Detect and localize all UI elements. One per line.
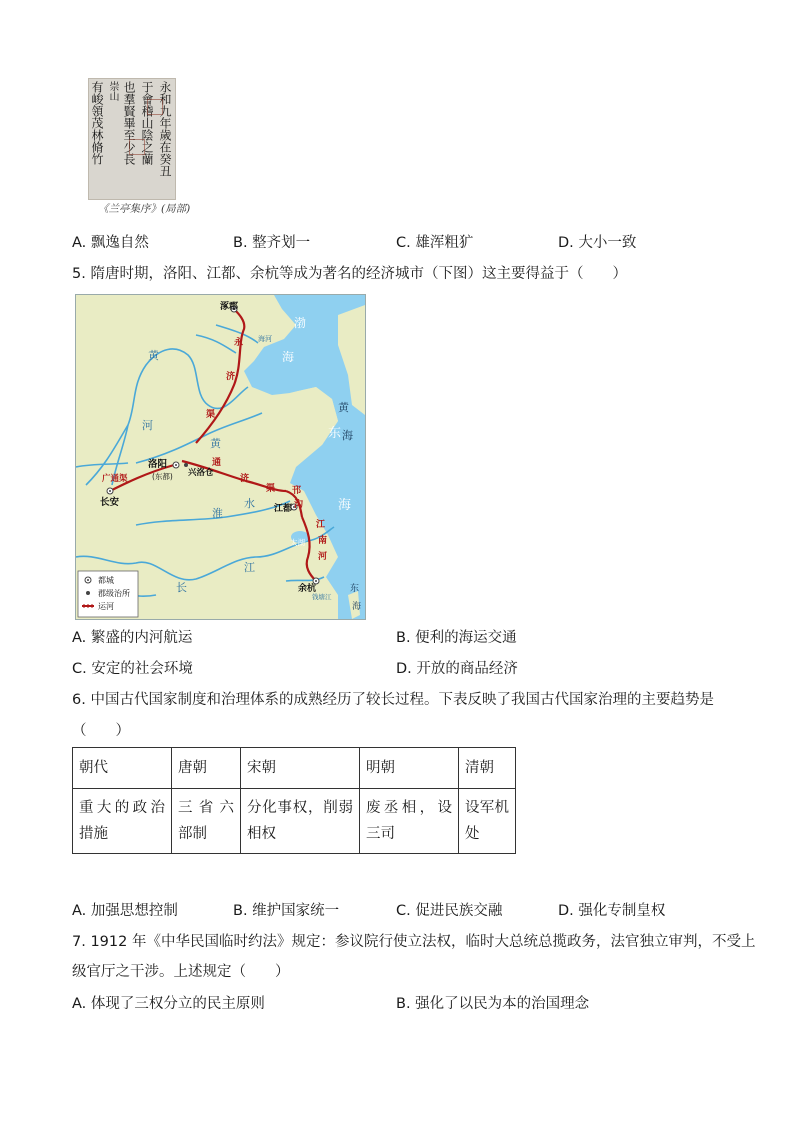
q5-option-c[interactable]: C. 安定的社会环境 (72, 661, 193, 677)
label-huanghai-1: 黄 (338, 401, 349, 414)
legend-prefecture: 郡级治所 (98, 589, 130, 598)
q7-option-b[interactable]: B. 强化了以民为本的治国理念 (396, 996, 590, 1012)
q4-option-a[interactable]: A. 飘逸自然 (72, 235, 149, 251)
legend-canal: 运河 (98, 602, 114, 611)
table-cell: 重大的政治措施 (73, 789, 172, 854)
q5-option-b[interactable]: B. 便利的海运交通 (396, 630, 517, 646)
label-taihu: 太湖 (290, 538, 305, 547)
map-legend (78, 571, 138, 617)
label-luoyang: 洛阳 (148, 459, 168, 470)
label-tongjiqu-3: 渠 (266, 484, 276, 494)
q7-stem-line2: 级官厅之干涉。上述规定（ ） (72, 964, 290, 980)
q6-option-b[interactable]: B. 维护国家统一 (233, 903, 340, 919)
label-hangou-1: 邗 (292, 486, 302, 496)
q6-stem-line2: （ ） (72, 723, 130, 739)
table-header-cell: 明朝 (360, 748, 459, 789)
table-cell: 分化事权，削弱相权 (241, 789, 360, 854)
label-changjiang-1: 长 (176, 581, 187, 594)
legend-capital: 都城 (98, 576, 114, 585)
label-qiantangjiang: 钱塘江 (312, 593, 332, 601)
table-header-cell: 清朝 (459, 748, 516, 789)
label-huaishui-1: 淮 (212, 507, 223, 520)
table-header-row (73, 748, 516, 789)
table-cell: 废丞相，设三司 (360, 789, 459, 854)
label-yongjiqu-1: 永 (234, 338, 244, 348)
table-header-cell: 唐朝 (172, 748, 241, 789)
label-tongjiqu-1: 通 (212, 458, 222, 468)
q4-option-b[interactable]: B. 整齐划一 (233, 235, 311, 251)
dynasty-policy-table (72, 747, 516, 854)
q5-option-d[interactable]: D. 开放的商品经济 (396, 661, 518, 677)
image-caption: 《兰亭集序》(局部) (98, 203, 191, 215)
label-jiangnanhe-1: 江 (316, 520, 326, 530)
calligraphy-column: 于會稽山陰之蘭 (140, 81, 154, 165)
label-jiangnanhe-2: 南 (318, 536, 328, 546)
label-donghai-small-2: 海 (352, 602, 362, 612)
lantingxu-calligraphy-image (88, 78, 176, 200)
q4-option-c[interactable]: C. 雄浑粗犷 (396, 235, 474, 251)
label-huanghe-2: 河 (142, 419, 153, 432)
table-row (73, 789, 516, 854)
label-changan: 长安 (100, 497, 120, 508)
label-xingluocang: 兴洛仓 (188, 468, 214, 478)
label-bohai-1: 渤 (294, 316, 307, 330)
q5-option-a[interactable]: A. 繁盛的内河航运 (72, 630, 193, 646)
q7-option-a[interactable]: A. 体现了三权分立的民主原则 (72, 996, 265, 1012)
label-yongjiqu-2: 济 (226, 372, 236, 382)
seal-stamp (129, 139, 145, 155)
label-donghai-big-1: 东 (328, 426, 342, 441)
calligraphy-column: 有峻領茂林脩竹 (90, 81, 104, 165)
table-cell: 三省六部制 (172, 789, 241, 854)
label-huanghai-2: 海 (342, 429, 353, 442)
calligraphy-column: 崇山 (107, 81, 118, 101)
label-huanghe-1: 黄 (148, 349, 159, 362)
label-haihe: 海河 (258, 335, 272, 343)
q4-option-d[interactable]: D. 大小一致 (558, 235, 637, 251)
calligraphy-column: 永和九年歲在癸丑 (158, 81, 172, 177)
q6-option-c[interactable]: C. 促进民族交融 (396, 903, 503, 919)
label-yuhang: 余杭 (298, 584, 317, 594)
label-guangtongqu: 广通渠 (102, 474, 128, 484)
label-jiangdu: 江都 (274, 504, 293, 514)
label-yongjiqu-3: 渠 (206, 410, 216, 420)
q5-stem: 5. 隋唐时期，洛阳、江都、余杭等成为著名的经济城市（下图）这主要得益于（ ） (72, 266, 627, 282)
label-huanghe-mid: 黄 (210, 437, 221, 450)
label-changjiang-2: 江 (244, 561, 255, 574)
q7-stem-line1: 7. 1912 年《中华民国临时约法》规定：参议院行使立法权，临时大总统总揽政务，法官独立审判，不受上 (72, 934, 756, 950)
calligraphy-column: 也羣賢畢至少長 (122, 81, 136, 165)
q6-stem-line1: 6. 中国古代国家制度和治理体系的成熟经历了较长过程。下表反映了我国古代国家治理的主要趋势是 (72, 692, 714, 708)
label-donghai-big-2: 海 (338, 498, 352, 513)
label-jiangnanhe-3: 河 (318, 552, 328, 562)
label-tongjiqu-2: 济 (240, 474, 250, 484)
table-cell: 设军机处 (459, 789, 516, 854)
table-header-cell: 朝代 (73, 748, 172, 789)
label-hangou-2: 沟 (294, 500, 304, 510)
label-bohai-2: 海 (282, 350, 295, 364)
q6-option-a[interactable]: A. 加强思想控制 (72, 903, 178, 919)
seal-stamp (147, 99, 163, 115)
q6-option-d[interactable]: D. 强化专制皇权 (558, 903, 666, 919)
label-zhuojun: 涿郡 (220, 302, 239, 312)
label-huaishui-2: 水 (244, 497, 255, 510)
grand-canal-map (75, 294, 366, 620)
label-donghai-small-1: 东 (350, 584, 360, 594)
table-header-cell: 宋朝 (241, 748, 360, 789)
label-dongdu: (东都) (152, 472, 173, 481)
